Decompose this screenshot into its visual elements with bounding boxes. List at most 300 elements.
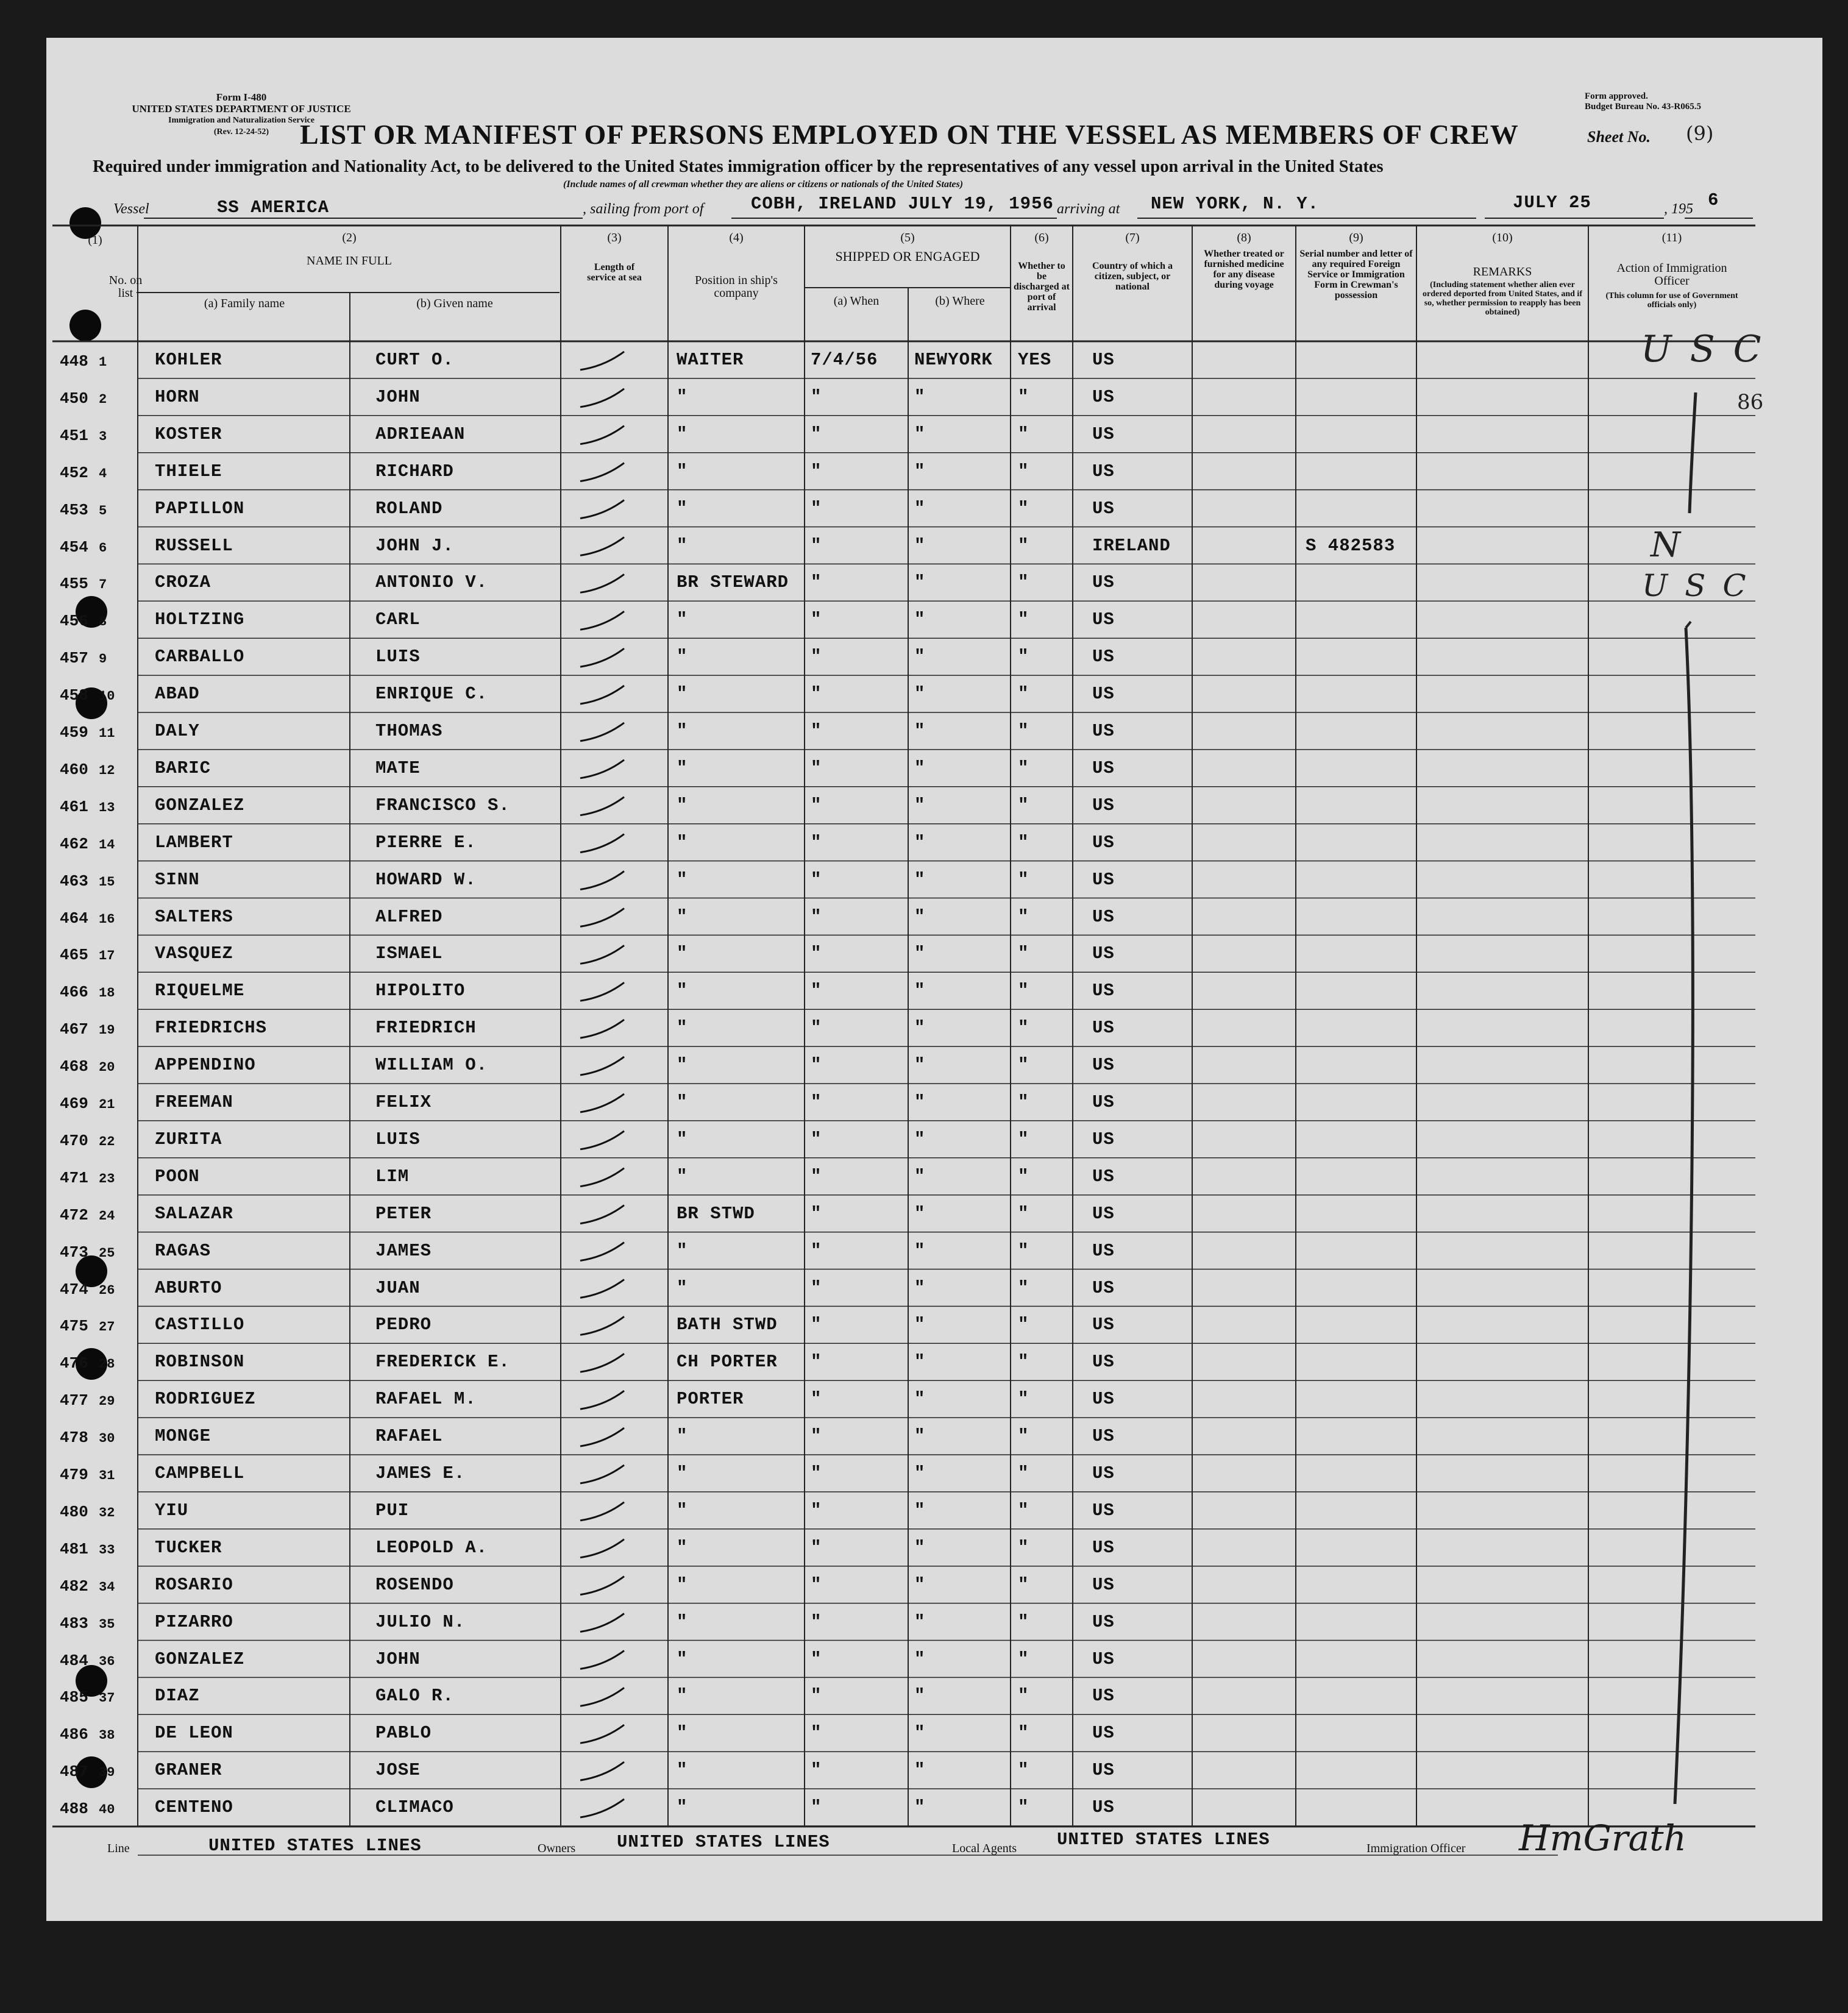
position: ": [677, 1426, 688, 1447]
row-number: 35: [99, 1616, 115, 1632]
discharged: ": [1018, 1537, 1029, 1558]
owners-value: UNITED STATES LINES: [617, 1832, 830, 1852]
discharged: ": [1018, 609, 1029, 630]
position: ": [677, 1537, 688, 1558]
discharged: ": [1018, 424, 1029, 444]
stamped-number: 471: [60, 1168, 88, 1187]
row-number: 15: [99, 874, 115, 890]
given-name: CLIMACO: [375, 1797, 454, 1818]
shipped-when: ": [811, 498, 822, 519]
row-number: 28: [99, 1357, 115, 1372]
row-number: 18: [99, 985, 115, 1001]
table-row: [46, 638, 1755, 675]
table-row: [46, 527, 1755, 564]
usc-mark-top: USC: [1641, 328, 1780, 371]
given-name: ROSENDO: [375, 1574, 454, 1595]
row-number: 30: [99, 1431, 115, 1447]
row-number: 17: [99, 948, 115, 964]
shipped-where: ": [914, 1686, 926, 1706]
col3-number: (3): [607, 231, 622, 244]
row-number: 21: [99, 1097, 115, 1112]
country: US: [1092, 1537, 1115, 1558]
family-name: SALAZAR: [155, 1203, 233, 1224]
table-row: [46, 378, 1755, 416]
shipped-where: ": [914, 609, 926, 630]
shipped-when: ": [811, 1500, 822, 1521]
table-row: [46, 1269, 1755, 1307]
shipped-when: ": [811, 1203, 822, 1224]
country: US: [1092, 1018, 1115, 1038]
country: US: [1092, 906, 1115, 927]
stamped-number: 479: [60, 1466, 88, 1484]
shipped-where: ": [914, 1352, 926, 1372]
row-number: 25: [99, 1245, 115, 1261]
shipped-where: ": [914, 1389, 926, 1410]
discharged: ": [1018, 721, 1029, 741]
table-row: [46, 490, 1755, 527]
stamped-number: 485: [60, 1688, 88, 1707]
shipped-when: ": [811, 647, 822, 667]
stamped-number: 459: [60, 723, 88, 742]
stamped-number: 468: [60, 1057, 88, 1076]
discharged: ": [1018, 1723, 1029, 1744]
row-number: 37: [99, 1691, 115, 1706]
position: ": [677, 1686, 688, 1706]
table-row: [46, 1455, 1755, 1492]
discharged: ": [1018, 1129, 1029, 1149]
year-prefix: , 195: [1664, 201, 1693, 217]
family-name: VASQUEZ: [155, 943, 233, 964]
discharged: ": [1018, 1092, 1029, 1112]
table-row: [46, 935, 1755, 972]
country: US: [1092, 1760, 1115, 1781]
row-number: 23: [99, 1171, 115, 1187]
discharged: ": [1018, 572, 1029, 593]
table-row: [46, 1677, 1755, 1714]
shipped-when: ": [811, 1760, 822, 1781]
shipped-when: ": [811, 1166, 822, 1187]
col5b-header: (b) Where: [935, 294, 985, 308]
shipped-where: ": [914, 1537, 926, 1558]
shipped-when: ": [811, 981, 822, 1001]
position: ": [677, 647, 688, 667]
table-row: [46, 1084, 1755, 1121]
arriving-label: arriving at: [1057, 201, 1120, 217]
shipped-where: ": [914, 386, 926, 407]
family-name: LAMBERT: [155, 832, 233, 853]
country: US: [1092, 1611, 1115, 1632]
shipped-when: ": [811, 1574, 822, 1595]
stamped-number: 453: [60, 500, 88, 519]
stamped-number: 466: [60, 983, 88, 1002]
shipped-where: ": [914, 758, 926, 778]
stamped-number: 475: [60, 1317, 88, 1336]
table-row: [46, 564, 1755, 601]
shipped-when: ": [811, 1389, 822, 1410]
line-value: UNITED STATES LINES: [208, 1836, 422, 1856]
col5a-header: (a) When: [833, 294, 880, 308]
given-name: PABLO: [375, 1723, 432, 1744]
country: US: [1092, 832, 1115, 853]
shipped-when: ": [811, 609, 822, 630]
row-number: 31: [99, 1468, 115, 1483]
table-row: [46, 1641, 1755, 1678]
manifest-title: LIST OR MANIFEST OF PERSONS EMPLOYED ON THE VESSEL AS MEMBERS OF CREW: [300, 119, 1519, 150]
stamped-number: 452: [60, 463, 88, 482]
given-name: RAFAEL: [375, 1426, 443, 1447]
stamped-number: 480: [60, 1502, 88, 1521]
family-name: CENTENO: [155, 1797, 233, 1818]
stamped-number: 455: [60, 575, 88, 594]
stamped-number: 456: [60, 612, 88, 631]
position: WAITER: [677, 350, 744, 370]
family-name: FREEMAN: [155, 1092, 233, 1112]
given-name: THOMAS: [375, 721, 443, 741]
discharged: ": [1018, 1018, 1029, 1038]
shipped-where: ": [914, 1092, 926, 1112]
discharged: ": [1018, 1203, 1029, 1224]
country: US: [1092, 498, 1115, 519]
position: ": [677, 461, 688, 481]
row-number: 19: [99, 1023, 115, 1038]
table-row: [46, 675, 1755, 712]
table-row: [46, 341, 1755, 378]
position: ": [677, 1055, 688, 1076]
position: ": [677, 535, 688, 556]
discharged: ": [1018, 1797, 1029, 1818]
row-number: 34: [99, 1579, 115, 1595]
shipped-where: ": [914, 1203, 926, 1224]
discharged: ": [1018, 1277, 1029, 1298]
family-name: KOSTER: [155, 424, 222, 444]
position: ": [677, 721, 688, 741]
position: ": [677, 1018, 688, 1038]
family-name: CAMPBELL: [155, 1463, 245, 1483]
arrival-date: JULY 25: [1513, 193, 1591, 213]
shipped-where: ": [914, 943, 926, 964]
shipped-when: ": [811, 1277, 822, 1298]
position: ": [677, 1463, 688, 1483]
table-row: [46, 1158, 1755, 1195]
family-name: ABAD: [155, 684, 200, 705]
row-number: 13: [99, 800, 115, 815]
col10-header: (Including statement whether alien ever ordered deported from United States, and if so, whether permission to reapply has been obtained): [1423, 280, 1582, 317]
stamped-number: 487: [60, 1763, 88, 1781]
family-name: RUSSELL: [155, 535, 233, 556]
family-name: SINN: [155, 869, 200, 890]
position: ": [677, 498, 688, 519]
stamped-number: 488: [60, 1800, 88, 1819]
given-name: LEOPOLD A.: [375, 1537, 488, 1558]
position: ": [677, 1129, 688, 1149]
approved-line1: Form approved.: [1585, 91, 1648, 101]
shipped-when: ": [811, 1018, 822, 1038]
row-number: 38: [99, 1728, 115, 1744]
stamped-number: 472: [60, 1205, 88, 1224]
col1-number: (1): [88, 233, 102, 247]
shipped-when: ": [811, 1240, 822, 1261]
country: US: [1092, 981, 1115, 1001]
family-name: ROBINSON: [155, 1352, 245, 1372]
shipped-when: ": [811, 795, 822, 815]
stamped-number: 465: [60, 946, 88, 965]
country: US: [1092, 1723, 1115, 1744]
shipped-where: ": [914, 1315, 926, 1335]
owners-label: Owners: [538, 1842, 576, 1855]
given-name: PIERRE E.: [375, 832, 477, 853]
position: ": [677, 609, 688, 630]
col11-note: (This column for use of Government officials only): [1605, 291, 1738, 310]
officer-signature: HmGrath: [1519, 1817, 1686, 1859]
row-number: 6: [99, 540, 107, 556]
col6-header: Whether to be discharged at port of arrival: [1014, 261, 1070, 313]
discharged: ": [1018, 684, 1029, 705]
family-name: BARIC: [155, 758, 211, 778]
manifest-note: (Include names of all crewman whether they are aliens or citizens or nationals of the United States): [563, 179, 964, 190]
given-name: WILLIAM O.: [375, 1055, 488, 1076]
country: US: [1092, 647, 1115, 667]
discharged: ": [1018, 795, 1029, 815]
given-name: ENRIQUE C.: [375, 684, 488, 705]
given-name: HIPOLITO: [375, 981, 466, 1001]
shipped-when: ": [811, 1723, 822, 1744]
shipped-when: ": [811, 943, 822, 964]
serial-number: S 482583: [1306, 535, 1396, 556]
col9-number: (9): [1349, 231, 1363, 244]
position: ": [677, 1649, 688, 1669]
position: BR STEWARD: [677, 572, 789, 593]
n-mark: N: [1651, 525, 1680, 565]
table-row: [46, 1418, 1755, 1455]
stamped-number: 470: [60, 1131, 88, 1150]
discharged: ": [1018, 1760, 1029, 1781]
discharged: ": [1018, 1611, 1029, 1632]
stamped-number: 448: [60, 352, 88, 371]
table-row: [46, 416, 1755, 453]
shipped-where: ": [914, 1240, 926, 1261]
table-row: [46, 861, 1755, 898]
family-name: PAPILLON: [155, 498, 245, 519]
position: ": [677, 1092, 688, 1112]
shipped-where: ": [914, 424, 926, 444]
position: ": [677, 1611, 688, 1632]
shipped-when: ": [811, 1315, 822, 1335]
given-name: ANTONIO V.: [375, 572, 488, 593]
row-number: 22: [99, 1134, 115, 1149]
row-number: 14: [99, 837, 115, 853]
given-name: PEDRO: [375, 1315, 432, 1335]
table-row: [46, 750, 1755, 787]
stamped-number: 460: [60, 760, 88, 779]
family-name: YIU: [155, 1500, 189, 1521]
given-name: ALFRED: [375, 906, 443, 927]
shipped-when: ": [811, 1649, 822, 1669]
family-name: RODRIGUEZ: [155, 1389, 256, 1410]
family-name: CASTILLO: [155, 1315, 245, 1335]
family-name: ABURTO: [155, 1277, 222, 1298]
shipped-when: ": [811, 535, 822, 556]
stamped-number: 463: [60, 872, 88, 890]
family-name: POON: [155, 1166, 200, 1187]
col2-number: (2): [342, 231, 357, 244]
shipped-where: ": [914, 1611, 926, 1632]
stamped-number: 464: [60, 909, 88, 928]
row-number: 40: [99, 1802, 115, 1818]
approved-line2: Budget Bureau No. 43-R065.5: [1585, 102, 1701, 112]
stamped-number: 457: [60, 649, 88, 668]
country: US: [1092, 1426, 1115, 1447]
col10-title: REMARKS: [1473, 265, 1532, 279]
country: US: [1092, 1500, 1115, 1521]
sheet-number: (9): [1686, 122, 1714, 145]
country: US: [1092, 1277, 1115, 1298]
shipped-when: ": [811, 386, 822, 407]
row-number: 29: [99, 1394, 115, 1410]
given-name: CURT O.: [375, 350, 454, 370]
table-row: [46, 824, 1755, 861]
family-name: RIQUELME: [155, 981, 245, 1001]
sailing-label: , sailing from port of: [583, 201, 704, 217]
table-row: [46, 1752, 1755, 1789]
family-name: ZURITA: [155, 1129, 222, 1149]
table-row: [46, 1380, 1755, 1418]
discharged: ": [1018, 943, 1029, 964]
position: ": [677, 1277, 688, 1298]
family-name: RAGAS: [155, 1240, 211, 1261]
row-number: 24: [99, 1208, 115, 1224]
shipped-where: ": [914, 721, 926, 741]
stamped-number: 476: [60, 1354, 88, 1373]
col4-number: (4): [729, 231, 744, 244]
country: US: [1092, 1574, 1115, 1595]
shipped-when: ": [811, 758, 822, 778]
table-row: [46, 1529, 1755, 1566]
col11-number: (11): [1661, 231, 1682, 244]
discharged: ": [1018, 981, 1029, 1001]
stamped-number: 481: [60, 1539, 88, 1558]
table-row: [46, 1492, 1755, 1529]
col6-number: (6): [1034, 231, 1049, 244]
position: CH PORTER: [677, 1352, 778, 1372]
col9-header: Serial number and letter of any required Foreign Service or Immigration Form in Crewman's possession: [1299, 249, 1413, 300]
family-name: CROZA: [155, 572, 211, 593]
discharged: ": [1018, 1055, 1029, 1076]
country: US: [1092, 943, 1115, 964]
table-row: [46, 1789, 1755, 1826]
shipped-where: ": [914, 1166, 926, 1187]
given-name: JOHN J.: [375, 535, 454, 556]
position: ": [677, 1723, 688, 1744]
shipped-where: ": [914, 869, 926, 890]
stamped-number: 450: [60, 389, 88, 408]
given-name: FRANCISCO S.: [375, 795, 510, 815]
position: ": [677, 1760, 688, 1781]
table-row: [46, 1306, 1755, 1343]
given-name: JUAN: [375, 1277, 421, 1298]
col5-header: SHIPPED OR ENGAGED: [835, 249, 980, 264]
family-name: THIELE: [155, 461, 222, 481]
row-number: 39: [99, 1765, 115, 1781]
country: US: [1092, 721, 1115, 741]
department-name: UNITED STATES DEPARTMENT OF JUSTICE: [132, 103, 351, 115]
country: US: [1092, 609, 1115, 630]
discharged: ": [1018, 1649, 1029, 1669]
position: ": [677, 1574, 688, 1595]
shipped-where: ": [914, 1463, 926, 1483]
family-name: SALTERS: [155, 906, 233, 927]
given-name: JULIO N.: [375, 1611, 466, 1632]
given-name: FREDERICK E.: [375, 1352, 510, 1372]
shipped-where: ": [914, 1649, 926, 1669]
table-row: [46, 1121, 1755, 1158]
family-name: FRIEDRICHS: [155, 1018, 268, 1038]
shipped-when: ": [811, 1129, 822, 1149]
stamped-number: 477: [60, 1391, 88, 1410]
position: ": [677, 906, 688, 927]
family-name: PIZARRO: [155, 1611, 233, 1632]
family-name: DALY: [155, 721, 200, 741]
stamped-number: 483: [60, 1614, 88, 1633]
shipped-when: ": [811, 1686, 822, 1706]
row-number: 2: [99, 391, 107, 407]
shipped-when: 7/4/56: [811, 350, 878, 370]
col7-number: (7): [1125, 231, 1140, 244]
row-number: 33: [99, 1542, 115, 1558]
table-row: [46, 1046, 1755, 1084]
table-row: [46, 453, 1755, 490]
shipped-when: ": [811, 572, 822, 593]
discharged: ": [1018, 1389, 1029, 1410]
shipped-when: ": [811, 906, 822, 927]
form-revision: (Rev. 12-24-52): [213, 127, 269, 137]
shipped-when: ": [811, 1611, 822, 1632]
col2b-header: (b) Given name: [416, 297, 493, 310]
col4-header: Position in ship's company: [695, 274, 778, 300]
discharged: ": [1018, 1686, 1029, 1706]
table-row: [46, 1009, 1755, 1046]
row-number: 5: [99, 503, 107, 519]
discharged: ": [1018, 1352, 1029, 1372]
given-name: ISMAEL: [375, 943, 443, 964]
col5-number: (5): [900, 231, 915, 244]
stamped-number: 469: [60, 1095, 88, 1113]
row-number: 4: [99, 466, 107, 481]
shipped-where: NEWYORK: [914, 350, 993, 370]
given-name: FELIX: [375, 1092, 432, 1112]
position: ": [677, 1500, 688, 1521]
family-name: GRANER: [155, 1760, 222, 1781]
margin-count: 86: [1737, 390, 1764, 414]
shipped-where: ": [914, 1055, 926, 1076]
country: US: [1092, 795, 1115, 815]
shipped-when: ": [811, 721, 822, 741]
country: US: [1092, 1797, 1115, 1818]
given-name: JAMES: [375, 1240, 432, 1261]
country: US: [1092, 1352, 1115, 1372]
row-number: 16: [99, 911, 115, 927]
country: US: [1092, 1315, 1115, 1335]
family-name: DE LEON: [155, 1723, 233, 1744]
row-number: 1: [99, 355, 107, 370]
col10-number: (10): [1492, 231, 1513, 244]
row-number: 12: [99, 762, 115, 778]
country: US: [1092, 350, 1115, 370]
given-name: LUIS: [375, 1129, 421, 1149]
position: BATH STWD: [677, 1315, 778, 1335]
shipped-when: ": [811, 1797, 822, 1818]
stamped-number: 467: [60, 1020, 88, 1039]
stamped-number: 454: [60, 538, 88, 556]
